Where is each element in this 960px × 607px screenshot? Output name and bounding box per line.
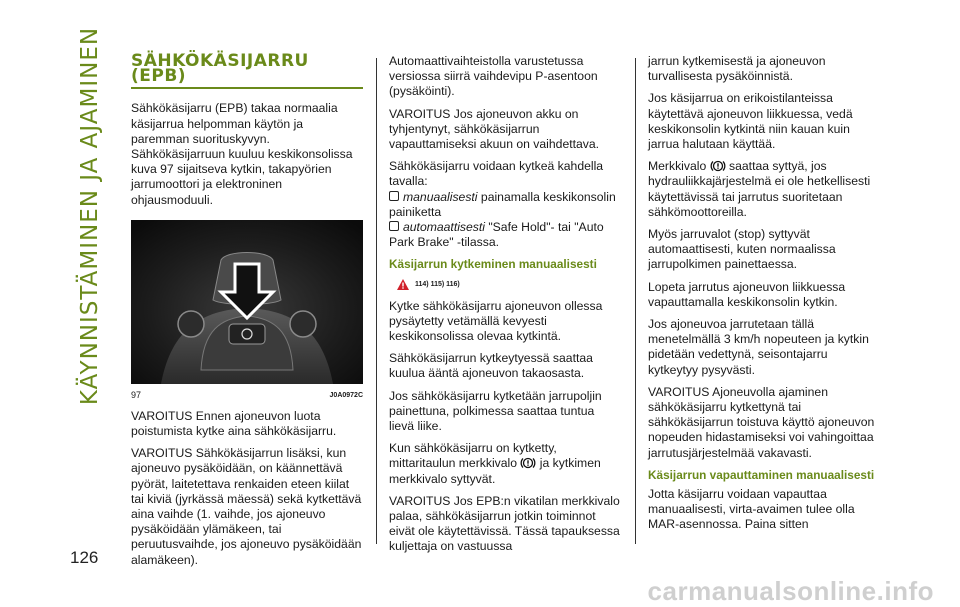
- paragraph-release: Lopeta jarrutus ajoneuvon liikkuessa vapauttamalla keskikonsolin kytkin.: [648, 279, 846, 309]
- paragraph-engage: Kytke sähkökäsijarru ajoneuvon ollessa pysäytetty vetämällä kevyesti keskikonsolissa olevaa kytkintä.: [389, 298, 603, 344]
- column-divider-2: [635, 58, 636, 544]
- subheading-release: Käsijarrun vapauttaminen manuaalisesti: [648, 467, 875, 482]
- paragraph-fault-warning: VAROITUS Jos EPB:n vikatilan merkkivalo palaa, sähkökäsijarrun jotkin toiminnot eivät ole käytettävissä. Tässä tapauksessa kuljettaja on vastuussa: [389, 493, 620, 554]
- column-1: [131, 51, 363, 575]
- column-2: [389, 54, 621, 562]
- paragraph-two-ways: Sähkökäsijarru voidaan kytkeä kahdella tavalla:: [389, 159, 604, 189]
- paragraph-sound: Sähkökäsijarrun kytkeytyessä saattaa kuulua ääntä ajoneuvon takaosasta.: [389, 351, 593, 381]
- paragraph-lamp-hydraulic: Merkkivalo saattaa syttyä, jos hydrauliikkajärjestelmä ei ole hetkellisesti käytettävissä tai jarrutus suoritetaan sähkömoottoreilla.: [648, 159, 871, 219]
- checkbox-bullet-icon: [389, 191, 399, 201]
- paragraph-release-manual: Jotta käsijarru voidaan vapauttaa manuaalisesti, virta-avaimen tulee olla MAR-asennossa. Paina sitten: [648, 487, 855, 532]
- checkbox-bullet-icon: [389, 221, 399, 231]
- figure-epb-switch: [131, 220, 363, 384]
- paragraph-pedal: Jos sähkökäsijarru kytketään jarrupoljin painettuna, polkimessa saattaa tuntua lievä liike.: [389, 388, 602, 434]
- figure-number: 97: [131, 389, 142, 400]
- console-photo: [131, 220, 363, 384]
- list-item: automaattisesti "Safe Hold"- tai "Auto Park Brake" -tilassa.: [389, 220, 604, 250]
- brake-lamp-icon: [520, 456, 536, 470]
- column-divider-1: [376, 58, 377, 544]
- list-item: manuaalisesti painamalla keskikonsolin painiketta: [389, 189, 616, 219]
- paragraph-battery-warning: VAROITUS Jos ajoneuvon akku on tyhjentynyt, sähkökäsijarrun vapauttamiseksi akuun on vaihdettava.: [389, 106, 600, 152]
- paragraph-lamps: Kun sähkökäsijarru on kytketty, mittaritaulun merkkivalo ja kytkimen merkkivalo syttyvät.: [389, 441, 601, 486]
- warning-paragraph-2: VAROITUS Sähkökäsijarrun lisäksi, kun ajoneuvo pysäköidään, on käännettävä pyörät, laitetettava renkaiden eteen kiilat tai kiviä (jyrkässä mäessä) sekä kytkettävä aina vaihde (1. vaihde, jos ajoneuvo pysäköidään ylämäkeen, tai peruutusvaihde, jos ajoneuvo pysäköidään alamäkeen).: [131, 446, 362, 567]
- sidebar: [70, 26, 110, 406]
- page-title: SÄHKÖKÄSIJARRU (EPB): [131, 54, 363, 89]
- warning-triangle-icon: [397, 279, 409, 290]
- paragraph-permanent: Jos ajoneuvoa jarrutetaan tällä menetelmällä 3 km/h nopeuteen ja kytkin pidetään vedettynä, seisontajarru kytkeytyy pysyvästi.: [648, 317, 869, 377]
- subheading-engage: Käsijarrun kytkeminen manuaalisesti: [389, 257, 597, 272]
- paragraph-continued: jarrun kytkemisestä ja ajoneuvon turvallisesta pysäköinnistä.: [648, 54, 826, 84]
- section-title: KÄYNNISTÄMINEN JA AJAMINEN: [77, 26, 103, 406]
- paragraph-stop-lights: Myös jarruvalot (stop) syttyvät automaattisesti, kuten normaalissa jarrupolkimen painettaessa.: [648, 227, 836, 272]
- warning-paragraph-1: VAROITUS Ennen ajoneuvon luota poistumista kytke aina sähkökäsijarru.: [131, 408, 337, 439]
- brake-lamp-icon: [710, 159, 726, 173]
- figure-caption: [131, 388, 363, 401]
- warning-references: 114) 115) 116): [397, 277, 621, 293]
- watermark: carmanualsonline.info: [647, 576, 934, 606]
- figure-code: J0A0972C: [329, 391, 363, 399]
- paragraph-dynamic-use: Jos käsijarrua on erikoistilanteissa käytettävä ajoneuvon liikkuessa, vedä keskikonsolin kytkintä niin kauan kuin jarrua halutaan käyttää.: [648, 91, 853, 152]
- intro-paragraph: Sähkökäsijarru (EPB) takaa normaalia käsijarrua helpomman käytön ja paremman suorituskyvyn. Sähkökäsijarruun kuuluu keskikonsolissa kuva 97 sijaitseva kytkin, takapyörien jarrumoottori ja elektroninen ohjausmoduuli.: [131, 101, 353, 207]
- paragraph-automatic: Automaattivaihteistolla varustetussa versiossa siirrä vaihdevipu P-asentoon (pysäköinti).: [389, 54, 598, 99]
- column-3: [648, 54, 880, 540]
- paragraph-damage-warning: VAROITUS Ajoneuvolla ajaminen sähkökäsijarru kytkettynä tai sähkökäsijarrun toistuva käyttö ajoneuvon nopeuden hidastamiseksi voi vahingoittaa jarrutusjärjestelmää vakavasti.: [648, 384, 875, 460]
- page-number: 126: [70, 548, 99, 567]
